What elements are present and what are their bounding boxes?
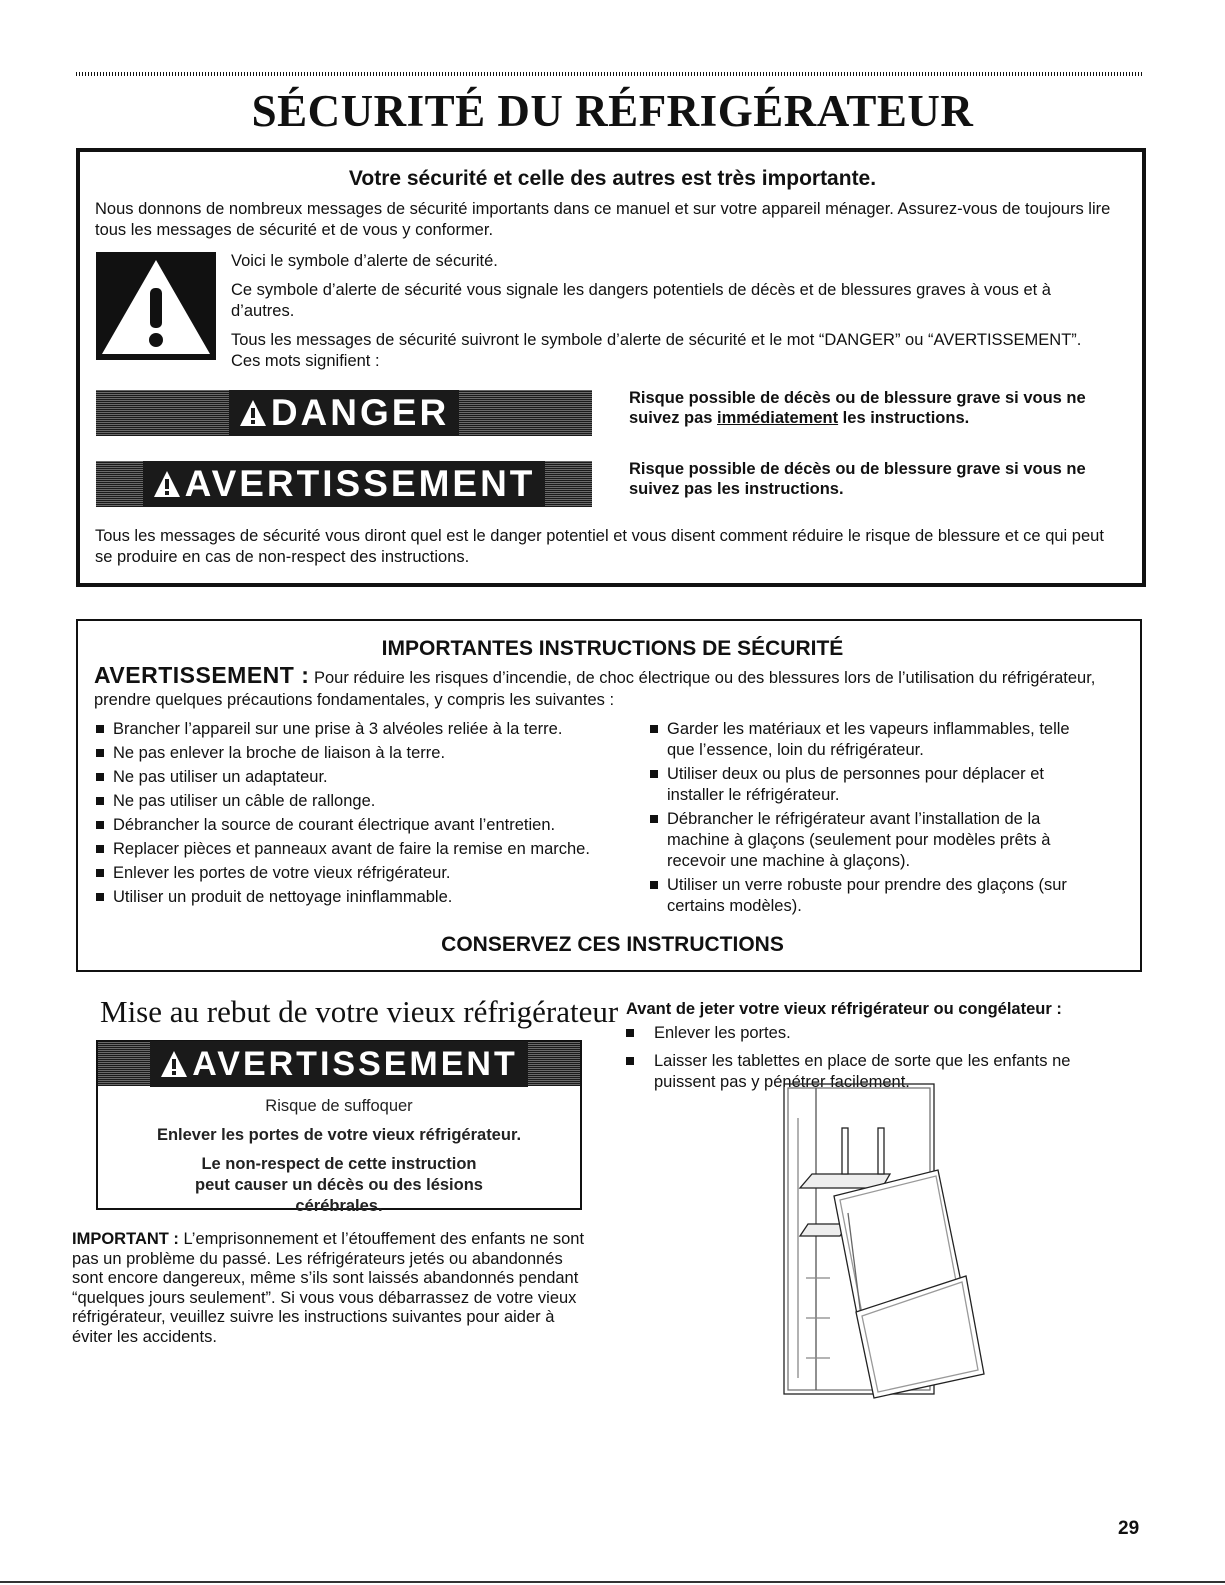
warning-line: Risque de suffoquer — [265, 1097, 413, 1115]
list-item: Replacer pièces et panneaux avant de faire la remise en marche. — [94, 839, 634, 860]
warning-triangle-icon — [239, 398, 267, 428]
list-item: Ne pas utiliser un câble de rallonge. — [94, 791, 634, 812]
alert-line: Ce symbole d’alerte de sécurité vous signale les dangers potentiels de décès et de blessures graves à vous et à d’autres. — [231, 281, 1051, 320]
danger-label: DANGER — [270, 392, 450, 433]
bottom-rule — [0, 1581, 1225, 1583]
list-item: Enlever les portes. — [626, 1023, 1126, 1044]
warning-banner — [96, 461, 592, 507]
list-item: Débrancher le réfrigérateur avant l’installation de la machine à glaçons (seulement pour modèles prêts à recevoir une machine à glaçons). — [648, 809, 1088, 872]
alert-line: Tous les messages de sécurité suivront le symbole d’alerte de sécurité et le mot “DANGER” ou “AVERTISSEMENT”. Ces mots signifient : — [231, 331, 1082, 370]
warning-line: Le non-respect de cette instruction peut causer un décès ou des lésions cérébrales. — [195, 1155, 483, 1215]
list-item: Ne pas utiliser un adaptateur. — [94, 767, 634, 788]
instructions-heading: IMPORTANTES INSTRUCTIONS DE SÉCURITÉ — [381, 637, 844, 660]
list-item: Ne pas enlever la broche de liaison à la terre. — [94, 743, 634, 764]
instructions-right-list — [648, 719, 1088, 920]
disposal-title: Mise au rebut de votre vieux réfrigérateur — [100, 994, 619, 1029]
list-item: Enlever les portes de votre vieux réfrigérateur. — [94, 863, 634, 884]
danger-desc-text: Risque possible de décès ou de blessure grave si vous ne suivez pas — [629, 389, 1086, 427]
warning-word — [150, 1041, 528, 1087]
important-lead: IMPORTANT : — [72, 1230, 179, 1248]
list-item: Utiliser deux ou plus de personnes pour déplacer et installer le réfrigérateur. — [648, 764, 1088, 806]
warning-description: Risque possible de décès ou de blessure grave si vous ne suivez pas les instructions. — [629, 460, 1086, 498]
warning-triangle-icon — [160, 1049, 188, 1079]
list-item: Utiliser un verre robuste pour prendre des glaçons (sur certains modèles). — [648, 875, 1088, 917]
top-rule — [76, 72, 1144, 76]
warning-label: AVERTISSEMENT — [184, 463, 536, 504]
instructions-warning-lead: AVERTISSEMENT : — [94, 662, 310, 688]
warning-word — [143, 461, 546, 507]
danger-description — [629, 388, 1129, 428]
list-item: Laisser les tablettes en place de sorte que les enfants ne puissent pas y pénétrer facilement. — [626, 1051, 1126, 1093]
warning-label: AVERTISSEMENT — [192, 1045, 518, 1083]
instructions-footer: CONSERVEZ CES INSTRUCTIONS — [441, 933, 784, 956]
danger-word — [229, 390, 459, 436]
danger-desc-text-end: les instructions. — [838, 409, 970, 427]
safety-box-heading: Votre sécurité et celle des autres est très importante. — [348, 167, 877, 190]
important-text: L’emprisonnement et l’étouffement des enfants ne sont pas un problème du passé. Les réfrigérateurs jetés ou abandonnés sont encore dangereux, même s’ils sont laissés abandonnés pendant “quelques jours seulement”. Si vous vous débarrassez de votre vieux réfrigérateur, veuillez suivre les instructions suivantes pour aider à éviter les accidents. — [72, 1230, 585, 1346]
safety-intro: Nous donnons de nombreux messages de sécurité importants dans ce manuel et sur votre appareil ménager. Assurez-vous de toujours lire tous les messages de sécurité et de vous y conformer. — [95, 200, 1111, 239]
danger-banner — [96, 390, 592, 436]
danger-desc-emphasis: immédiatement — [717, 409, 839, 427]
instructions-left-list — [94, 719, 634, 911]
alert-explanation — [231, 251, 1111, 380]
list-item: Utiliser un produit de nettoyage ininflammable. — [94, 887, 634, 908]
list-item: Brancher l’appareil sur une prise à 3 alvéoles reliée à la terre. — [94, 719, 634, 740]
instructions-warning — [94, 664, 1124, 711]
fridge-doors-removed-illustration — [770, 1078, 1002, 1408]
important-paragraph — [72, 1230, 592, 1347]
page-title: SÉCURITÉ DU RÉFRIGÉRATEUR — [251, 86, 974, 136]
warning-triangle-icon — [96, 252, 216, 360]
warning-triangle-icon — [153, 469, 181, 499]
safety-footer: Tous les messages de sécurité vous diront quel est le danger potentiel et vous disent comment réduire le risque de blessure et ce qui peut se produire en cas de non-respect des instructions. — [95, 527, 1104, 566]
suffocation-warning-text — [96, 1096, 582, 1225]
alert-line: Voici le symbole d’alerte de sécurité. — [231, 252, 498, 270]
suffocation-warning-banner — [98, 1042, 580, 1086]
warning-line: Enlever les portes de votre vieux réfrigérateur. — [156, 1126, 522, 1144]
instructions-warning-text: Pour réduire les risques d’incendie, de choc électrique ou des blessures lors de l’utilisation du réfrigérateur, prendre quelques précautions fondamentales, y compris les suivantes : — [94, 669, 1096, 709]
page-number: 29 — [1118, 1518, 1140, 1539]
list-item: Débrancher la source de courant électrique avant l’entretien. — [94, 815, 634, 836]
list-item: Garder les matériaux et les vapeurs inflammables, telle que l’essence, loin du réfrigérateur. — [648, 719, 1088, 761]
before-disposal-heading: Avant de jeter votre vieux réfrigérateur ou congélateur : — [626, 1000, 1062, 1018]
